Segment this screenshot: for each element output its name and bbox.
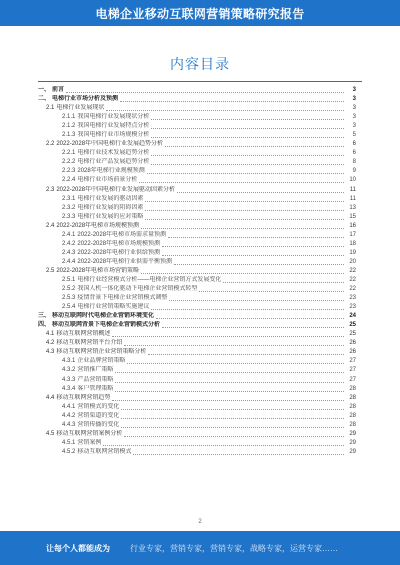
toc-entry-text: 电梯行业经营模式分析——电梯企业营销方式发展变化	[77, 277, 222, 283]
toc-leader-dots	[145, 210, 344, 211]
toc-entry-number: 4.3.2	[62, 367, 76, 374]
toc-entry-number: 二、	[38, 96, 51, 103]
report-title: 电梯企业移动互联网营销策略研究报告	[95, 6, 305, 21]
toc-entry-page: 28	[349, 403, 356, 410]
toc-leader-dots	[112, 400, 344, 401]
toc-entry-page: 22	[349, 286, 356, 293]
toc-leader-dots	[148, 354, 344, 355]
toc-entry-number: 四、	[38, 322, 51, 329]
toc-entry-text: 移动互联网营销平台介绍	[56, 340, 123, 347]
toc-leader-dots	[121, 418, 344, 419]
toc-leader-dots	[121, 409, 344, 410]
toc-entry[interactable]	[38, 213, 356, 222]
toc-entry-text: 移动互联网营销企业营销策略分析	[56, 349, 147, 356]
toc-leader-dots	[115, 391, 344, 392]
toc-leader-dots	[169, 300, 344, 301]
toc-entry-number: 4.5	[46, 430, 55, 437]
toc-entry-number: 2.4.3	[62, 249, 76, 256]
toc-entry-page: 11	[349, 195, 356, 202]
toc-entry-page: 25	[349, 331, 356, 338]
table-of-contents	[38, 86, 356, 457]
toc-entry-page: 13	[349, 204, 356, 211]
toc-leader-dots	[124, 345, 344, 346]
report-footer	[0, 531, 400, 565]
toc-entry-text: 电梯行业技术发展趋势分析	[77, 150, 150, 157]
toc-leader-dots	[151, 155, 344, 156]
toc-entry-number: 2.5.4	[62, 304, 76, 311]
toc-leader-dots	[133, 454, 344, 455]
footer-tags: 行业专家，营销专家，营销专家，战略专家，运营专家……	[130, 543, 338, 553]
toc-entry-text: 我国电梯行业市场规模分析	[77, 132, 150, 139]
toc-entry-page: 23	[349, 295, 356, 302]
toc-entry-number: 2.2.2	[62, 159, 76, 166]
toc-entry[interactable]	[38, 167, 356, 176]
toc-entry-page: 25	[349, 322, 356, 329]
toc-entry-number: 2.2.4	[62, 177, 76, 184]
toc-entry-text: 营销推广策略	[77, 367, 114, 374]
toc-entry-page: 27	[349, 376, 356, 383]
toc-entry[interactable]	[38, 394, 356, 403]
toc-entry-text: 营销案例	[77, 439, 102, 446]
toc-leader-dots	[199, 291, 344, 292]
toc-title: 内容目录	[170, 56, 230, 72]
toc-entry-number: 4.4.1	[62, 403, 76, 410]
toc-entry-number: 2.1.1	[62, 114, 76, 121]
toc-entry-text: 营销传播的变化	[77, 421, 120, 428]
toc-entry-text: 我国人机一体化驱动下电梯企业营销模式转型	[77, 286, 198, 293]
toc-entry-text: 移动互联网营销模式	[77, 448, 132, 455]
toc-entry-number: 4.5.2	[62, 448, 76, 455]
toc-entry[interactable]	[38, 95, 356, 104]
toc-leader-dots	[139, 182, 344, 183]
toc-entry-page: 9	[352, 168, 356, 175]
toc-entry[interactable]	[38, 276, 356, 285]
toc-entry[interactable]	[38, 131, 356, 140]
toc-entry-number: 4.3.1	[62, 358, 76, 365]
toc-leader-dots	[165, 146, 344, 147]
toc-entry-text: 电梯行业市场前景分析	[77, 177, 138, 184]
toc-entry-page: 28	[349, 394, 356, 401]
toc-entry-page: 10	[349, 177, 356, 184]
toc-leader-dots	[223, 282, 344, 283]
footer-slogan: 让每个人都能成为	[46, 543, 110, 553]
toc-entry-number: 2.5.2	[62, 286, 76, 293]
toc-entry-page: 19	[349, 249, 356, 256]
toc-entry-text: 移动互联网营销趋势	[56, 394, 111, 401]
toc-entry-text: 移动互联网营销概述	[56, 331, 111, 338]
toc-leader-dots	[151, 309, 344, 310]
toc-entry-text: 2022-2028年电梯市场规模预测	[77, 240, 161, 247]
toc-entry-text: 营销渠道的变化	[77, 412, 120, 419]
toc-entry-number: 2.4.4	[62, 258, 76, 265]
title-divider	[38, 81, 362, 82]
toc-entry-number: 2.5.3	[62, 295, 76, 302]
toc-entry-text: 2028年电梯行业规模预测	[77, 168, 145, 175]
toc-leader-dots	[151, 119, 344, 120]
toc-entry-page: 3	[352, 114, 356, 121]
toc-leader-dots	[151, 128, 344, 129]
toc-entry-text: 移动互联网营销案例分析	[56, 430, 123, 437]
toc-entry-text: 2022-2028年电梯市场规模预测	[56, 222, 140, 229]
toc-entry-text: 产品营销策略	[77, 376, 114, 383]
toc-entry-text: 2022-2028年电梯行业供给预测	[77, 249, 161, 256]
toc-entry-page: 28	[349, 421, 356, 428]
toc-leader-dots	[120, 101, 344, 102]
toc-entry[interactable]	[38, 439, 356, 448]
toc-entry[interactable]	[38, 204, 356, 213]
toc-entry[interactable]	[38, 267, 356, 276]
toc-entry-page: 26	[349, 349, 356, 356]
toc-leader-dots	[127, 363, 344, 364]
toc-entry-page: 22	[349, 277, 356, 283]
toc-entry-number: 4.3.4	[62, 385, 76, 392]
toc-entry-text: 疫情背景下电梯企业营销模式调整	[77, 295, 168, 302]
toc-entry[interactable]	[38, 403, 356, 412]
toc-entry-page: 11	[349, 186, 356, 193]
toc-entry[interactable]	[38, 294, 356, 303]
toc-entry-number: 4.1	[46, 331, 55, 338]
toc-entry-number: 2.3	[46, 186, 55, 193]
toc-entry-number: 2.2.3	[62, 168, 76, 175]
toc-leader-dots	[103, 445, 344, 446]
toc-entry-page: 5	[352, 132, 356, 139]
toc-entry-number: 2.2	[46, 141, 55, 148]
toc-entry[interactable]	[38, 366, 356, 375]
toc-entry[interactable]	[38, 186, 356, 195]
toc-entry-page: 28	[349, 412, 356, 419]
toc-entry-page: 3	[352, 96, 356, 103]
toc-leader-dots	[177, 192, 344, 193]
toc-entry-text: 电梯行业发展的驱动因素	[77, 195, 144, 202]
toc-leader-dots	[151, 164, 344, 165]
toc-entry[interactable]	[38, 412, 356, 421]
toc-entry-text: 企业品牌营销策略	[77, 358, 126, 365]
toc-entry-number: 2.5	[46, 267, 55, 274]
toc-entry[interactable]	[38, 330, 356, 339]
toc-entry-number: 2.3.1	[62, 195, 76, 202]
toc-entry-page: 18	[349, 240, 356, 247]
toc-entry[interactable]	[38, 385, 356, 394]
toc-leader-dots	[147, 173, 344, 174]
toc-entry[interactable]	[38, 285, 356, 294]
toc-leader-dots	[66, 92, 344, 93]
toc-entry[interactable]	[38, 376, 356, 385]
toc-leader-dots	[124, 436, 344, 437]
toc-entry-page: 3	[352, 105, 356, 112]
toc-entry-number: 一、	[38, 87, 51, 94]
toc-entry-number: 4.2	[46, 340, 55, 347]
toc-entry-number: 4.4.2	[62, 412, 76, 419]
toc-entry-text: 2022-2028年电梯行业供需平衡预测	[77, 258, 173, 265]
toc-entry[interactable]	[38, 249, 356, 258]
toc-entry[interactable]	[38, 357, 356, 366]
toc-entry[interactable]	[38, 104, 356, 113]
toc-entry-text: 客户管理策略	[77, 385, 114, 392]
toc-entry-page: 27	[349, 358, 356, 365]
toc-entry[interactable]	[38, 312, 356, 321]
toc-entry[interactable]	[38, 448, 356, 457]
toc-entry-page: 20	[349, 258, 356, 265]
toc-entry[interactable]	[38, 321, 356, 330]
toc-entry-text: 移动互联网时代电梯企业营销环境变化	[52, 313, 155, 320]
toc-entry-number: 三、	[38, 313, 51, 320]
toc-leader-dots	[112, 336, 344, 337]
toc-leader-dots	[145, 201, 344, 202]
toc-entry-text: 电梯行业市场分析及预测	[52, 96, 119, 103]
toc-entry-page: 23	[349, 304, 356, 311]
toc-entry-text: 2022-2028年中国电梯行业发展驱动因素分析	[56, 186, 176, 193]
toc-entry-text: 我国电梯行业发展特点分析	[77, 123, 150, 130]
toc-entry-page: 8	[352, 159, 356, 166]
toc-leader-dots	[115, 372, 344, 373]
toc-entry-page: 29	[349, 448, 356, 455]
toc-entry-text: 营销模式的变化	[77, 403, 120, 410]
toc-entry-page: 29	[349, 430, 356, 437]
toc-leader-dots	[156, 318, 344, 319]
toc-entry[interactable]	[38, 231, 356, 240]
toc-entry[interactable]	[38, 149, 356, 158]
toc-leader-dots	[162, 246, 344, 247]
toc-entry-page: 15	[349, 213, 356, 220]
toc-entry[interactable]	[38, 303, 356, 312]
toc-entry-page: 6	[352, 150, 356, 157]
toc-leader-dots	[106, 110, 344, 111]
toc-entry-page: 3	[352, 87, 356, 94]
toc-entry[interactable]	[38, 195, 356, 204]
toc-entry-number: 4.3.3	[62, 376, 76, 383]
toc-entry-text: 电梯行业发展的阻碍因素	[77, 204, 144, 211]
toc-leader-dots	[141, 273, 344, 274]
toc-entry-number: 4.3	[46, 349, 55, 356]
toc-entry-page: 26	[349, 340, 356, 347]
toc-entry-text: 2022-2028年中国电梯行业发展趋势分析	[56, 141, 164, 148]
toc-leader-dots	[115, 382, 344, 383]
toc-entry-text: 电梯行业发展的应对策略	[77, 213, 144, 220]
toc-entry-number: 2.3.3	[62, 213, 76, 220]
toc-entry[interactable]	[38, 430, 356, 439]
toc-entry-number: 2.1.3	[62, 132, 76, 139]
toc-entry-page: 29	[349, 439, 356, 446]
toc-leader-dots	[145, 219, 344, 220]
toc-entry-text: 电梯行业发展现状	[56, 105, 105, 112]
toc-entry[interactable]	[38, 176, 356, 185]
toc-leader-dots	[168, 237, 344, 238]
toc-entry-number: 4.5.1	[62, 439, 76, 446]
toc-entry[interactable]	[38, 240, 356, 249]
toc-entry-text: 前言	[52, 87, 65, 94]
toc-entry-text: 电梯行业产品发展趋势分析	[77, 159, 150, 166]
toc-entry[interactable]	[38, 222, 356, 231]
toc-entry[interactable]	[38, 158, 356, 167]
toc-entry[interactable]	[38, 258, 356, 267]
toc-leader-dots	[121, 427, 344, 428]
toc-leader-dots	[174, 264, 344, 265]
toc-entry-text: 移动互联网背景下电梯企业营销模式分析	[52, 322, 161, 329]
toc-leader-dots	[162, 255, 344, 256]
toc-leader-dots	[151, 137, 344, 138]
toc-entry-text: 2022-2028年电梯市场需求量预测	[77, 231, 167, 238]
toc-entry[interactable]	[38, 113, 356, 122]
toc-leader-dots	[141, 228, 344, 229]
toc-entry[interactable]	[38, 86, 356, 95]
toc-entry-page: 24	[349, 313, 356, 320]
report-header	[0, 0, 400, 26]
toc-entry[interactable]	[38, 348, 356, 357]
toc-entry-number: 2.5.1	[62, 277, 76, 283]
toc-entry-text: 电梯行业营销策略实施建议	[77, 304, 150, 311]
toc-entry[interactable]	[38, 339, 356, 348]
toc-entry-page: 16	[349, 222, 356, 229]
toc-entry-number: 4.4	[46, 394, 55, 401]
toc-entry[interactable]	[38, 122, 356, 131]
toc-entry-page: 3	[352, 123, 356, 130]
toc-entry-number: 2.4.2	[62, 240, 76, 247]
toc-entry-number: 2.1.2	[62, 123, 76, 130]
toc-entry-page: 6	[352, 141, 356, 148]
toc-entry-page: 17	[349, 231, 356, 238]
toc-entry[interactable]	[38, 421, 356, 430]
page-number: 2	[198, 519, 202, 525]
toc-entry-number: 2.2.1	[62, 150, 76, 157]
toc-entry-page: 22	[349, 267, 356, 274]
toc-entry-number: 2.4.1	[62, 231, 76, 238]
toc-entry-page: 28	[349, 385, 356, 392]
toc-entry-number: 2.3.2	[62, 204, 76, 211]
toc-entry[interactable]	[38, 140, 356, 149]
toc-entry-number: 2.1	[46, 105, 55, 112]
toc-entry-text: 我国电梯行业发展现状分析	[77, 114, 150, 121]
toc-entry-page: 27	[349, 367, 356, 374]
toc-entry-number: 4.4.3	[62, 421, 76, 428]
toc-leader-dots	[162, 327, 344, 328]
toc-entry-number: 2.4	[46, 222, 55, 229]
toc-entry-text: 2022-2028年电梯市场营销策略	[56, 267, 140, 274]
